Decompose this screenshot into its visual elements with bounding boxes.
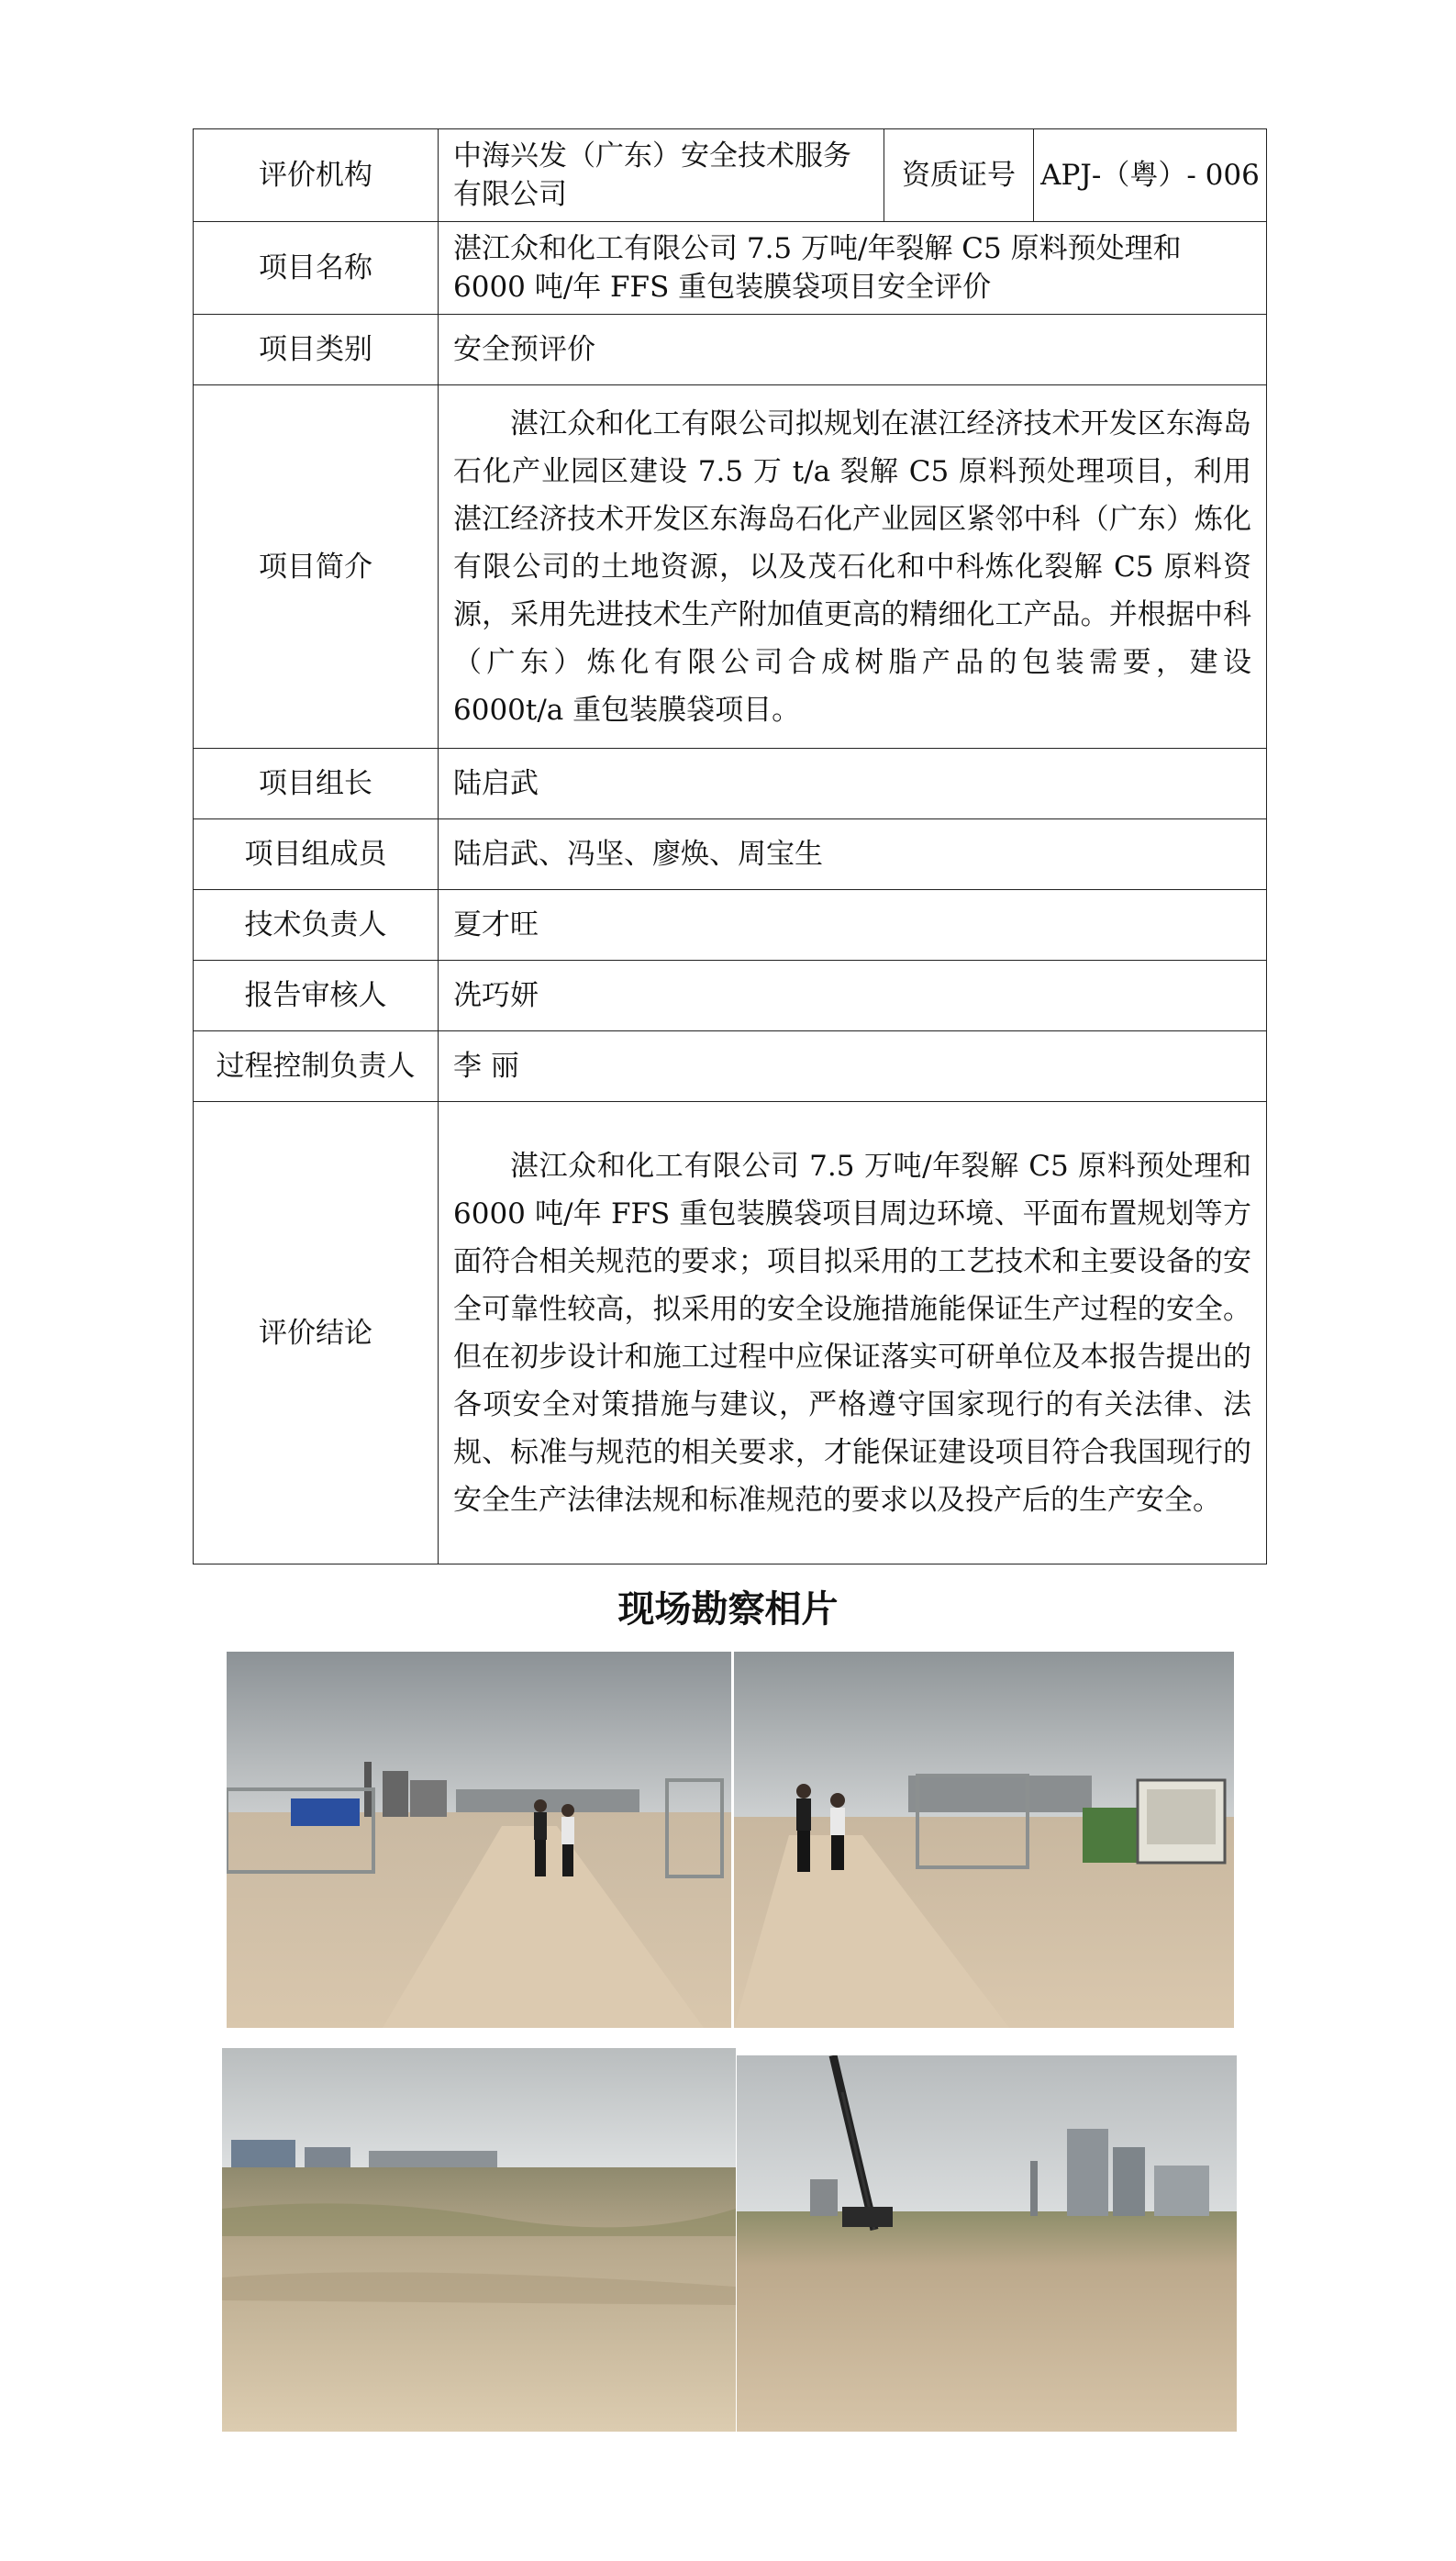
site-photos-title: 现场勘察相片 xyxy=(617,1588,839,1631)
site-photo-field-left xyxy=(222,2048,736,2432)
row-project-type xyxy=(194,315,1267,385)
type-value: 安全预评价 xyxy=(439,315,1267,385)
site-photo-gate-right xyxy=(734,1652,1234,2028)
tech-value: 夏才旺 xyxy=(439,890,1267,961)
site-photo-pile-driver xyxy=(737,2055,1237,2432)
cert-label: 资质证号 xyxy=(884,129,1034,222)
type-label: 项目类别 xyxy=(194,315,439,385)
members-value: 陆启武、冯坚、廖焕、周宝生 xyxy=(439,819,1267,890)
process-label: 过程控制负责人 xyxy=(194,1031,439,1102)
process-value: 李 丽 xyxy=(439,1031,1267,1102)
site-photo-gate-left xyxy=(227,1652,731,2028)
intro-label: 项目简介 xyxy=(194,385,439,749)
intro-value: 湛江众和化工有限公司拟规划在湛江经济技术开发区东海岛石化产业园区建设 7.5 万 t/a 裂解 C5 原料预处理项目，利用湛江经济技术开发区东海岛石化产业园区紧邻中科（广东）炼化有限公司的土地资源，以及茂石化和中科炼化裂解 C5 原料资源，采用先进技术生产附加值更高的精细化工产品。并根据中科（广东）炼化有限公司合成树脂产品的包装需要，建设 6000t/a 重包装膜袋项目。 xyxy=(439,385,1267,749)
row-organization xyxy=(194,129,1267,222)
leader-value: 陆启武 xyxy=(439,749,1267,819)
tech-label: 技术负责人 xyxy=(194,890,439,961)
org-value: 中海兴发（广东）安全技术服务有限公司 xyxy=(439,129,884,222)
evaluation-info-table xyxy=(193,128,1267,1564)
cert-value: APJ-（粤）- 006 xyxy=(1034,129,1267,222)
row-project-name xyxy=(194,222,1267,315)
name-value: 湛江众和化工有限公司 7.5 万吨/年裂解 C5 原料预处理和 6000 吨/年 FFS 重包装膜袋项目安全评价 xyxy=(439,222,1267,315)
row-leader xyxy=(194,749,1267,819)
members-label: 项目组成员 xyxy=(194,819,439,890)
org-label: 评价机构 xyxy=(194,129,439,222)
row-tech-lead xyxy=(194,890,1267,961)
conclusion-label: 评价结论 xyxy=(194,1102,439,1564)
row-process-control xyxy=(194,1031,1267,1102)
review-label: 报告审核人 xyxy=(194,961,439,1031)
review-value: 冼巧妍 xyxy=(439,961,1267,1031)
leader-label: 项目组长 xyxy=(194,749,439,819)
conclusion-value: 湛江众和化工有限公司 7.5 万吨/年裂解 C5 原料预处理和 6000 吨/年 FFS 重包装膜袋项目周边环境、平面布置规划等方面符合相关规范的要求；项目拟采用的工艺技术和主要设备的安全可靠性较高，拟采用的安全设施措施能保证生产过程的安全。但在初步设计和施工过程中应保证落实可研单位及本报告提出的各项安全对策措施与建议，严格遵守国家现行的有关法律、法规、标准与规范的相关要求，才能保证建设项目符合我国现行的安全生产法律法规和标准规范的要求以及投产后的生产安全。 xyxy=(439,1102,1267,1564)
row-members xyxy=(194,819,1267,890)
name-label: 项目名称 xyxy=(194,222,439,315)
row-project-intro xyxy=(194,385,1267,749)
row-conclusion xyxy=(194,1102,1267,1564)
row-reviewer xyxy=(194,961,1267,1031)
